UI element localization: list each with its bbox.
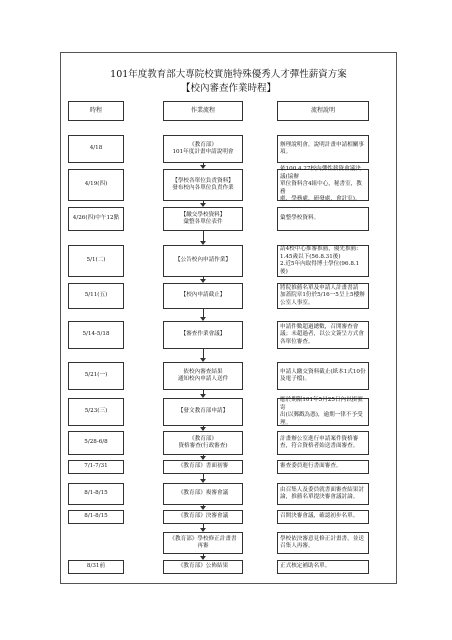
row-desc-line: 查，符合資格者始送書面審查。 [280, 443, 359, 449]
row-desc-line: 項。 [280, 149, 292, 155]
row-desc [277, 532, 369, 554]
row-flow [163, 135, 243, 163]
row-desc-line: 公室人事室。 [280, 299, 314, 306]
connector-line [203, 231, 204, 241]
row-flow [163, 245, 243, 277]
row-flow-line: 通知校內申請人送件 [177, 376, 229, 382]
header-flow: 作業流程 [163, 101, 243, 121]
row-flow-line: 《教育部》 [189, 435, 217, 442]
row-desc-line: 1.45歲以下(56.8.31後) [280, 253, 341, 260]
connector-line [203, 309, 204, 317]
row-time [68, 483, 124, 505]
row-flow [163, 398, 243, 426]
row-desc [277, 283, 369, 309]
row-flow-line: 【審查作業會議】 [180, 331, 226, 338]
row-time [68, 560, 124, 574]
row-time-line: 5/23(三) [84, 408, 108, 415]
row-desc [277, 321, 369, 349]
document-subtitle: 【校內審查作業時程】 [180, 83, 276, 94]
row-desc-line: 由召集人及委員就書面審查結果討 [280, 486, 364, 493]
row-flow [163, 460, 243, 474]
row-flow [163, 431, 243, 455]
row-time-line: 5/21(一) [84, 372, 108, 379]
row-time [68, 283, 124, 309]
header-desc: 流程說明 [277, 101, 369, 121]
document-title: 101年度教育部大專院校實施特殊優秀人才彈性薪資方案 [110, 69, 347, 80]
row-desc [277, 362, 369, 390]
row-desc [277, 510, 369, 524]
row-desc-line: 彙整學校資料。 [280, 215, 320, 222]
header-time: 時程 [68, 101, 124, 121]
row-flow-line: 《教育部》公佈結果 [177, 563, 229, 570]
row-desc [277, 398, 369, 426]
row-flow [163, 483, 243, 505]
row-flow [163, 560, 243, 574]
row-desc-line: 2.近5年內取得博士學位(96.8.1後) [280, 261, 360, 275]
row-desc-line: 學校依決審意見修正計畫書，並送 [280, 535, 364, 542]
row-time-line: 5/1(二) [86, 257, 106, 264]
row-desc-line: 各單位審查。 [280, 338, 314, 345]
row-desc-line: 計畫辦公室進行申請案件資格審 [280, 435, 359, 442]
row-flow-line: 發布校內各單位負責作業 [172, 185, 234, 191]
row-desc-line: 處，學務處，研發處，會計室)。 [280, 196, 361, 203]
connector-line [203, 349, 204, 358]
row-desc [277, 483, 369, 505]
row-time [68, 207, 124, 231]
row-time-line: 8/1-8/15 [84, 513, 108, 520]
row-desc-line: 出(以郵戳為憑)，逾期一律不予受 [280, 412, 363, 418]
row-flow [163, 532, 243, 554]
row-desc-line: 申請人繳交資料截止(紙本1式10份 [280, 368, 366, 375]
row-desc-line: 辦理說明會，說明計畫申請相關事 [280, 141, 364, 148]
row-time [68, 245, 124, 277]
row-time-line: 4/19(四) [84, 181, 108, 188]
row-flow-line: 【校內申請截止】 [180, 292, 226, 299]
row-desc-line: 召開決審會議，確認初步名單。 [280, 513, 359, 520]
row-desc [277, 166, 369, 203]
row-flow [163, 283, 243, 309]
row-flow [163, 510, 243, 524]
row-flow-line: 《教育部》複審會議 [177, 490, 229, 497]
row-time-line: 4/18 [89, 145, 103, 152]
row-time [68, 431, 124, 455]
row-time-line: 8/1-8/15 [84, 490, 108, 497]
row-time [68, 362, 124, 390]
row-time [68, 510, 124, 524]
row-desc-line: 請4校中心推審推薦，優先推薦: [280, 246, 359, 252]
row-time-line: 8/31前 [86, 563, 106, 570]
row-flow [163, 362, 243, 390]
row-desc-line: 依100.4.27校內彈性薪資會議決議(協辦 [280, 166, 361, 180]
row-desc-line: 理。 [280, 419, 292, 426]
row-desc-line: 論，推薦名單提決審會議討論。 [280, 494, 359, 500]
row-time [68, 169, 124, 201]
row-desc [277, 245, 369, 277]
row-desc-line: 單位資料含4組中心，秘書室，教務 [280, 181, 362, 195]
row-desc [277, 460, 369, 474]
row-flow [163, 207, 243, 231]
row-desc-line: 申請件數超過總數，召開審查會 [280, 323, 359, 330]
row-flow-line: 彙整各單位表件 [183, 219, 223, 225]
row-desc [277, 135, 369, 163]
row-flow-line: 《教育部》書面初審 [177, 463, 229, 470]
row-flow-line: 【學校各單位負責資料】 [172, 177, 234, 184]
row-desc-line: 及電子檔)。 [280, 376, 311, 382]
row-flow-line: 【繳交學校資料】 [180, 211, 226, 218]
row-desc-line: 正式核定補助名單。 [280, 563, 331, 570]
row-flow-line: 【公告校內申請作業】 [175, 257, 231, 264]
row-flow-line: 再審 [197, 543, 209, 549]
row-flow-line: 資格審查(行政審查) [178, 443, 228, 449]
row-time [68, 135, 124, 163]
row-flow-line: 《教育部》學校修正計畫書 [169, 535, 237, 542]
row-time-line: 4/26(四)中午12點 [72, 215, 120, 222]
row-desc [277, 431, 369, 455]
row-desc-line: 加蓋院章1份於5/16一5呈上5樓辦 [280, 292, 365, 299]
row-desc-line: 應於期限101年5月25日內以掛號寄 [280, 397, 363, 411]
row-time [68, 398, 124, 426]
row-desc-line: 議；未超過者，以公文簽呈方式會 [280, 331, 364, 338]
row-time-line: 5/28-6/8 [84, 439, 108, 446]
row-time-line: 5/11(五) [84, 292, 108, 299]
row-desc-line: 將院推薦名單及申請人計畫書請 [280, 284, 359, 291]
row-flow [163, 169, 243, 201]
row-desc [277, 560, 369, 574]
row-flow-line: 《教育部》決審會議 [177, 513, 229, 520]
row-time [68, 460, 124, 474]
row-desc-line: 審查委員進行書面審查。 [280, 463, 342, 470]
row-flow-line: 《教育部》 [189, 141, 217, 148]
row-desc-line: 召集人再審。 [280, 543, 314, 549]
row-flow-line: 101年度計畫申請說明會 [172, 149, 234, 155]
row-time [68, 321, 124, 349]
row-desc [277, 207, 369, 231]
row-flow-line: 依校內審查結果 [183, 368, 223, 375]
row-time-line: 5/14-5/18 [82, 331, 110, 338]
row-flow [163, 321, 243, 349]
row-time-line: 7/1-7/31 [84, 463, 108, 470]
row-flow-line: 【發文教育部申請】 [177, 408, 229, 415]
